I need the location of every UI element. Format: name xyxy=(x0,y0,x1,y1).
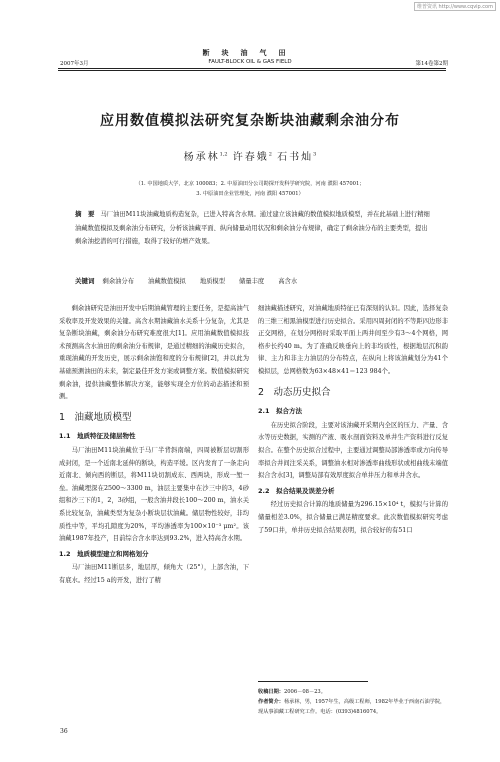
body-paragraph: 细油藏描述研究，对油藏地质特征已有深刻的认识。因此，选择复杂的三维三相黑油模型进行历史拟合。采用四周封闭的不等距四边形非正交网格，在划分网格时采取平面上两井间至少有3～4个网格，网格步长约40 m。为了准确反映垂向上的非均质性，根据地层沉积韵律、主力和非主力油层的分布特点，在纵向上将该油藏划分为41个模拟层，总网格数为63×48×41＝123 984个。 xyxy=(258,305,448,375)
received-date: 2006－08－23。 xyxy=(283,689,326,695)
author-name: 石书灿 xyxy=(277,152,314,163)
affiliation-line: 3. 中原油田企业管理处，河南 濮阳 457001） xyxy=(196,191,304,197)
body-paragraph: 经过历史拟合计算的地质储量为296.15×10⁴ t，模拟与计算的储量相差3.0%，拟合储量已满足精度要求。此次数值模拟研究考虑了59口井，单井历史拟合结果表明，拟合较好的有51口 xyxy=(258,501,448,534)
received-label: 收稿日期： xyxy=(258,689,284,695)
author-name: 杨承林 xyxy=(183,152,220,163)
abstract-label: 摘 要 xyxy=(75,210,95,218)
subsection-heading: 1.2 地质模型建立和网格划分 xyxy=(59,549,149,558)
subsection-heading: 2.1 拟合方法 xyxy=(258,407,303,416)
intro-paragraph: 剩余油研究是油田开发中后期油藏管理的主要任务，是提高油气采收率及开发效果的关键。高含水期油藏油水关系十分复杂，尤其是复杂断块油藏，剩余油分布研究难度很大[1]。应用油藏数值模拟技术预测高含水油田的剩余油分布规律，是通过精细的油藏历史拟合，重现油藏的开发历史，展示剩余油饱和度的分布规律[2]，并以此为基础预测油田的未来，制定最佳开发方案或调整方案。数值模拟研究剩余油，提供油藏整体解决方案，能够实现全方位的动态描述和预测。 xyxy=(59,305,249,401)
header-rule-thin xyxy=(58,70,446,71)
body-paragraph: 马厂油田M11断层多，地层厚，倾角大（25°），上部含油，下有底水。经过15 a的开发，进行了精 xyxy=(59,564,249,584)
abstract-text: 马厂油田M11块油藏地质构造复杂，已进入特高含水期。通过建立该油藏的数值模拟地质模型，并在此基础上进行精细油藏数值模拟及剩余油分布研究，分析该油藏平面、纵向储量动用状况和剩余油分布规律，确定了剩余油分布的主要类型，提出剩余油挖潜的可行措施，取得了较好的增产效果。 xyxy=(75,211,430,245)
author-affil-mark: 3 xyxy=(313,151,317,158)
author-bio-label: 作者简介： xyxy=(258,699,284,705)
author-list xyxy=(0,148,500,163)
page-number: 36 xyxy=(60,728,68,735)
footnote xyxy=(258,687,448,717)
subsection-heading: 2.2 拟合结果及误差分析 xyxy=(258,486,335,495)
issue-number: 第14卷第2期 xyxy=(415,61,448,67)
keyword: 储量丰度 xyxy=(239,278,265,285)
body-paragraph: 在历史拟合阶段，主要对该油藏开采期内全区的压力、产量、含水等历史数据，实测的产液、吸水剖面资料及单井生产资料进行反复拟合。在整个历史拟合过程中，主要通过调整局部渗透率或方向传导率拟合井间注采关系，调整油水相对渗透率曲线形状或相曲线末端值拟合含水[3]，调整局部有效厚度拟合单井压力和单井含水。 xyxy=(258,421,448,480)
watermark: 维普资讯 http://www.cqvip.com xyxy=(414,2,496,11)
author-name: 许春娥 xyxy=(232,152,269,163)
journal-title: 断块油气田 xyxy=(202,48,298,57)
keyword: 地质模型 xyxy=(199,278,225,285)
section-heading: 2 动态历史拟合 xyxy=(258,386,331,398)
keyword: 剩余油分布 xyxy=(102,278,134,285)
keyword: 油藏数值模拟 xyxy=(148,278,186,285)
abstract xyxy=(75,208,430,249)
body-column-right xyxy=(258,303,448,537)
footnote-rule xyxy=(258,681,368,682)
paper-title: 应用数值模拟法研究复杂断块油藏剩余油分布 xyxy=(100,113,400,129)
journal-title-en: FAULT-BLOCK OIL & GAS FIELD xyxy=(208,59,292,65)
section-heading: 1 油藏地质模型 xyxy=(59,411,132,423)
author-affil-mark: 1,2 xyxy=(219,151,228,158)
author-bio: 杨承林，男，1957年生，高级工程师，1982年毕业于西南石油学院，现从事油藏工程研究工作。电话：(0393)4816074。 xyxy=(258,699,446,715)
body-column-left xyxy=(59,303,249,587)
affiliation-line: （1. 中国地质大学，北京 100083；2. 中原油田分公司勘探开发科学研究院，河南 濮阳 457001； xyxy=(135,181,365,187)
keywords xyxy=(75,276,430,285)
keywords-label: 关键词 xyxy=(75,277,95,285)
subsection-heading: 1.1 地质特征及储层物性 xyxy=(59,432,136,441)
author-affil-mark: 2 xyxy=(268,151,272,158)
body-paragraph: 马厂油田M11块油藏位于马厂半背斜南端，四周被断层切割形成封闭，是一个近南北延伸的断块，构造平缓。区内发育了一条走向近南北、倾向西的断层，将M11块切割成东、西两块，形成一堑一垒。油藏埋深在2500～3300 m，油层主要集中在沙三中的3，4砂组和沙三下的1，2，3砂组，一般含油井段长100～200 m，油水关系比较复杂，油藏类型为复杂小断块层状油藏。储层物性较好，非均质性中等，平均孔隙度为20%，平均渗透率为100×10⁻³ μm²。该油藏1987年投产，目前综合含水率达到93.2%，进入特高含水期。 xyxy=(59,446,249,543)
keyword: 高含水 xyxy=(278,278,298,285)
header-rule xyxy=(58,68,446,69)
issue-date: 2007年3月 xyxy=(60,61,89,67)
